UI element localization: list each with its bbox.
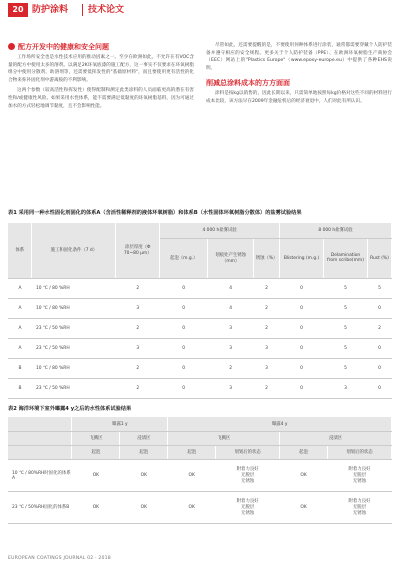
right-column — [206, 42, 392, 109]
left-column — [8, 42, 194, 113]
table1-group-8000h: 8 000 h盐雾试验 — [280, 223, 392, 238]
table1-cell: 5 — [324, 298, 368, 318]
table1-cell: 0 — [367, 358, 391, 378]
table1-row — [8, 338, 392, 358]
table1-subheader: 划痕处产生锈蚀（mm） — [208, 238, 254, 278]
table2-col-blister: 起泡 — [168, 445, 216, 459]
table1-cell: 10 ℃ / 80 %RH — [32, 298, 116, 318]
table1-row — [8, 298, 392, 318]
page-footer: EUROPEAN COATINGS JOURNAL 02 · 2018 — [8, 556, 111, 561]
table1-header-thickness: 涂层厚度（Φ 70~80 μm） — [116, 223, 160, 278]
table1-cell: 0 — [280, 378, 324, 398]
table1-cell: 3 — [254, 338, 280, 358]
table2-col-scribe: 划划后的状态 — [216, 445, 280, 459]
table1-cell: 3 — [254, 358, 280, 378]
table1-row — [8, 318, 392, 338]
table2-cell: 附着力良好 无脱层 无锈蚀 — [216, 459, 280, 491]
table1-subheader: 起泡（m.g.） — [160, 238, 208, 278]
table1-cell: 10 ℃ / 80 %RH — [32, 278, 116, 298]
table1-cell: 5 — [324, 278, 368, 298]
table1-cell: 2 — [208, 358, 254, 378]
table1-cell: B — [8, 358, 32, 378]
table1-cell: 0 — [160, 278, 208, 298]
table1-cell: 4 — [208, 298, 254, 318]
table1-group-4000h: 4 000 h盐雾试验 — [160, 223, 280, 238]
table1-cell: 2 — [254, 278, 280, 298]
table1-cell: 0 — [367, 298, 391, 318]
section-title: 防护涂料 — [32, 5, 69, 15]
table1-cell: 3 — [208, 318, 254, 338]
table1-cell: 2 — [254, 298, 280, 318]
table1-title: 表1 采用同一种水性固化剂固化的体系A（含活性稀释剂的液体环氧树脂）和体系B（水性固体环氧树脂分散体）的盐雾试验结果 — [8, 210, 302, 216]
category-title: 技术论文 — [88, 5, 125, 15]
table1-cell: 5 — [324, 338, 368, 358]
table1-cell: 23 ℃ / 50 %RH — [32, 378, 116, 398]
table1-row — [8, 358, 392, 378]
table1-cell: 0 — [367, 378, 391, 398]
table1-cell: 2 — [116, 318, 160, 338]
table2-header-blank — [8, 417, 72, 431]
table2-group-4y: 曝露4 y — [168, 417, 392, 431]
table2 — [8, 417, 392, 524]
table2-cell: 附着力良好 无脱层 无锈蚀 — [328, 459, 392, 491]
table2-row — [8, 459, 392, 491]
table1-header-cure: 施工和固化条件（7 d） — [32, 223, 116, 278]
table1-cell: A — [8, 338, 32, 358]
table2-row — [8, 491, 392, 523]
table1-cell: 0 — [280, 358, 324, 378]
table2-cell: 附着力良好 无脱层 无锈蚀 — [328, 491, 392, 523]
table1-cell: 2 — [367, 318, 391, 338]
table1-cell: 0 — [160, 298, 208, 318]
table1-cell: A — [8, 318, 32, 338]
table2-col-scribe: 划划后的状态 — [328, 445, 392, 459]
table1-cell: A — [8, 278, 32, 298]
table1-cell: 2 — [116, 278, 160, 298]
table1-subheader: 锈蚀（%） — [254, 238, 280, 278]
table1-subheader: Rust (%) — [367, 238, 391, 278]
table1-cell: 0 — [160, 378, 208, 398]
table1-subheader: Delamination from scribe(mm) — [324, 238, 368, 278]
page-number: 20 — [8, 3, 28, 17]
table2-col-blister: 起泡 — [72, 445, 120, 459]
table1-header-system: 体系 — [8, 223, 32, 278]
table1-cell: 10 ℃ / 80 %RH — [32, 358, 116, 378]
table2-col-blister: 起泡 — [120, 445, 168, 459]
table2-sub-spray-4y: 飞溅区 — [168, 431, 280, 445]
table1-cell: A — [8, 298, 32, 318]
table2-cell: OK — [72, 491, 120, 523]
table2-cell: OK — [168, 491, 216, 523]
table2-cell: 23 ℃ / 50%RH固化的体系B — [8, 491, 72, 523]
table2-cell: OK — [120, 459, 168, 491]
right-paragraph-1: 尽管如此，还需要提醒的是，不要使用何种体系进行涂装，通常都需要穿戴个人防护装备并遵守相应的安全规程。更多关于个人防护装备（PPE）、在欧洲环氧树脂生产商协会（EEC）网站上的"Plastics Europe"（www.epoxy-europe.eu）中提供了各种EHS说明。 — [206, 43, 392, 71]
table2-col-blister: 起泡 — [280, 445, 328, 459]
table2-sub-immersion-1y: 浸渍区 — [120, 431, 168, 445]
table1-cell: 5 — [367, 278, 391, 298]
table1-cell: 0 — [160, 358, 208, 378]
table1-cell: 0 — [160, 338, 208, 358]
table1-cell: 4 — [208, 278, 254, 298]
table2-cell: OK — [280, 459, 328, 491]
header-divider — [82, 4, 83, 16]
table1-cell: 3 — [324, 378, 368, 398]
left-paragraph-1: 工作场所安全也是水性技术应用的推动因素之一。至少在欧洲如此，不允许在有VOC含量的配方中使用太多的溶剂。以满足2K环氧底漆的施工配方，这一事实不仅要求在环氧树脂组分中使用分散剂、助溶剂等，还需要低挥发性的"基础原材料"，而且要使用更有活性的化合物来弥补固化剂中游离胺的不利影响。 — [8, 55, 194, 83]
table1-cell: 2 — [254, 318, 280, 338]
table2-cell: OK — [120, 491, 168, 523]
right-section-heading: 削减总涂料成本的方方面面 — [206, 79, 290, 88]
bullet-icon — [8, 43, 15, 50]
table1-cell: 0 — [160, 318, 208, 338]
table1-cell: 23 ℃ / 50 %RH — [32, 338, 116, 358]
table1-cell: 3 — [208, 378, 254, 398]
table1-subheader: Blistering (m.g.) — [280, 238, 324, 278]
table1-cell: 3 — [116, 298, 160, 318]
table1-cell: 5 — [324, 358, 368, 378]
left-section-heading: 配方开发中的健康和安全问题 — [8, 42, 194, 52]
table1 — [8, 223, 392, 399]
table2-group-1y: 曝露1 y — [72, 417, 168, 431]
table1-cell: 3 — [208, 338, 254, 358]
table2-cell: 10 ℃ / 80%RH时固化的体系A — [8, 459, 72, 491]
right-paragraph-2: 涂料是按kg以销售的，因此长期以来，只需简单地按照每kg价格对这些不同的材料进行成本比较，该方法早在2009年金融危机后的经济衰退中，人们对此有所认识。 — [206, 91, 392, 104]
table2-header-blank — [8, 431, 72, 445]
table2-cell: OK — [72, 459, 120, 491]
table2-cell: 附着力良好 无脱层 无锈蚀 — [216, 491, 280, 523]
table2-sub-spray-1y: 飞溅区 — [72, 431, 120, 445]
page-header — [0, 0, 400, 22]
table1-cell: 0 — [280, 318, 324, 338]
table1-cell: B — [8, 378, 32, 398]
table1-cell: 5 — [324, 318, 368, 338]
table1-cell: 0 — [367, 338, 391, 358]
table2-cell: OK — [168, 459, 216, 491]
table2-title: 表2 海洋环境下室外曝露4 y之后的水性体系试验结果 — [8, 406, 132, 412]
table1-cell: 0 — [280, 338, 324, 358]
table2-sub-immersion-4y: 浸渍区 — [280, 431, 392, 445]
table1-cell: 2 — [254, 378, 280, 398]
table1-cell: 0 — [280, 298, 324, 318]
table1-cell: 3 — [116, 338, 160, 358]
left-paragraph-2: 这两个参数（较高活性和挥发性）使得配制和测定此类涂料的人员面临更高的潜在有害性和/或健康性风险。如果采用水性体系，能不需要满足低黏度的环氧树脂基料，因为可通过加水的方式轻松地调节黏度，且不会影响性能。 — [8, 88, 194, 109]
table1-cell: 23 ℃ / 50 %RH — [32, 318, 116, 338]
table1-row — [8, 278, 392, 298]
table1-cell: 2 — [116, 378, 160, 398]
table2-cell: OK — [280, 491, 328, 523]
table2-header-blank — [8, 445, 72, 459]
table1-cell: 2 — [116, 358, 160, 378]
table1-row — [8, 378, 392, 398]
table1-cell: 0 — [280, 278, 324, 298]
